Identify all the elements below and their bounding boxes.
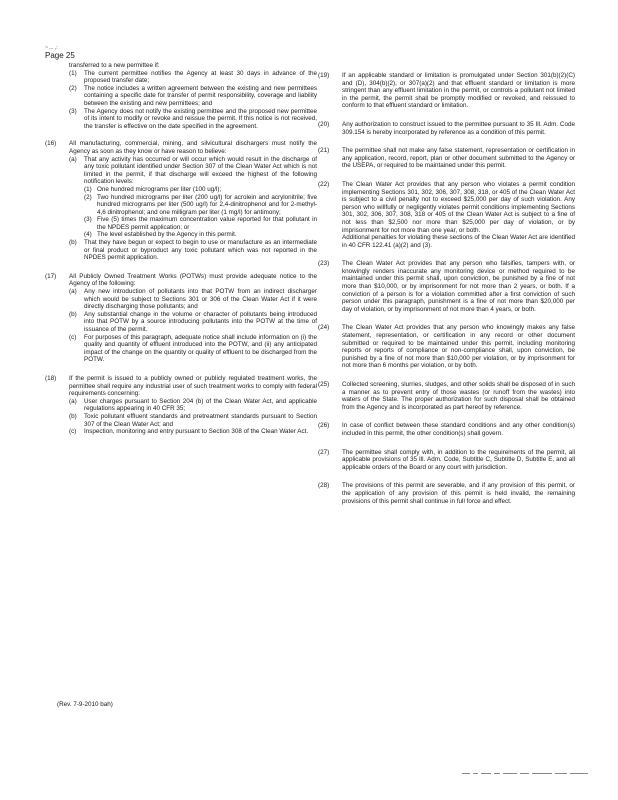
condition-intro: If the permit is issued to a publicly owned or publicly regulated treatment works, the permittee shall require any industrial user of such treatment works to comply with federal requirements concerning: [69, 374, 317, 398]
condition-additional: Additional penalties for violating these sections of the Clean Water Act are identified in 40 CFR 122.41 (a)(2) and (3). [342, 234, 575, 249]
item-text: The Agency does not notify the existing permittee and the proposed new permittee of its intent to modify or revoke and reissue the permit. If this notice is not received, the transfer is effective on the date specified in the agreement. [84, 107, 317, 130]
header-mark: ~ ,.. ,: [45, 45, 58, 51]
transfer-condition [69, 85, 317, 108]
sub-text: User charges pursuant to Section 204 (b) of the Clean Water Act, and applicable regulations appearing in 40 CFR 35; [84, 397, 317, 413]
sub-label: (b) [69, 412, 77, 420]
condition-number: (19) [318, 72, 330, 79]
sub-item [69, 311, 317, 334]
condition-number: (24) [318, 324, 330, 332]
condition-19 [318, 72, 575, 110]
sub-item [69, 428, 317, 436]
sub-text: Inspection, monitoring and entry pursuant to Section 308 of the Clean Water Act. [84, 428, 309, 436]
sub-label: (b) [69, 239, 77, 247]
condition-text: The provisions of this permit are severable, and if any provision of this permit, or the application of any provision of this permit is held invalid, the remaining provisions of this permit shall continue in full force and effect. [342, 482, 575, 505]
sub-sub-text: Two hundred micrograms per liter (200 ug/l) for acrolein and acrylonitrile; five hundred micrograms per liter (500 ug/l) for 2,4-dinitrophenol and for 2-methyl-4,6 dinitrophenol; and one milligram per liter (1 mg/l) for antimony; [97, 193, 317, 216]
condition-number: (23) [318, 260, 330, 268]
condition-28 [318, 482, 575, 505]
condition-18 [45, 375, 317, 436]
condition-number: (21) [318, 147, 330, 155]
condition-intro: All Publicly Owned Treatment Works (POTWs) must provide adequate notice to the Agency of the following: [69, 272, 317, 288]
continuation-intro: transferred to a new permittee if: [69, 62, 160, 69]
sub-label: (c) [69, 333, 77, 341]
sub-sub-item [84, 186, 317, 194]
sub-item [69, 398, 317, 413]
sub-sub-label: (3) [84, 216, 92, 224]
item-text: The current permittee notifies the Agency at least 30 days in advance of the proposed transfer date; [84, 69, 317, 85]
item-label: (1) [69, 69, 77, 77]
item-text: The notice includes a written agreement between the existing and new permittees containing a specific date for transfer of permit responsibility, coverage and liability between the existing and new permittees; and [84, 84, 317, 107]
condition-intro: All manufacturing, commercial, mining, and silvicultural dischargers must notify the Agency as soon as they know or have reason to believe: [69, 140, 317, 155]
scan-artifact [462, 770, 612, 774]
sub-label: (a) [69, 288, 77, 296]
condition-text: The Clean Water Act provides that any person who violates a permit condition implementing Sections 301, 302, 306, 307, 308, 318, or 405 of the Clean Water Act is subject to a civil penalty not to exceed $25,000 per day of such violation. Any person who willfully or negligently violates permit conditions implementing Sections 301, 302, 306, 307, 308, 318 or 405 of the Clean Water Act is subject to a fine of not less than $2,500 nor more than $25,000 per day of violation, or by imprisonment for not more than one year, or both. [342, 180, 575, 234]
condition-number: (16) [45, 140, 57, 148]
page-number: Page 25 [45, 51, 75, 60]
condition-20 [318, 121, 575, 136]
revision-note: (Rev. 7-9-2010 bah) [57, 701, 113, 708]
page-header [45, 44, 75, 60]
continuation-block [45, 62, 317, 130]
right-column [318, 72, 575, 516]
condition-number: (22) [318, 180, 330, 188]
condition-text: The permittee shall comply with, in addition to the requirements of the permit, all applicable provisions of 35 Ill. Adm. Code, Subtitle C, Subtitle D, Subtitle E, and all applicable orders of the Board or any court with jurisdiction. [342, 448, 575, 471]
sub-item [69, 156, 317, 240]
sub-sub-text: One hundred micrograms per liter (100 ug/l); [97, 185, 222, 193]
sub-sub-label: (4) [84, 231, 92, 239]
condition-17 [45, 273, 317, 364]
sub-label: (b) [69, 310, 77, 318]
condition-text: The Clean Water Act provides that any person who knowingly makes any false statement, representation, or certification in any record or other document submitted or required to be maintained under this permit, including monitoring reports or reports of compliance or non-compliance shall, upon conviction, be punished by a fine of not more than $10,000 per violation, or by imprisonment for not more than 6 months per violation, or by both. [342, 324, 575, 370]
item-label: (2) [69, 84, 77, 92]
sub-item [69, 413, 317, 428]
condition-22 [318, 181, 575, 249]
sub-text: Any substantial change in the volume or character of pollutants being introduced into that POTW by a source introducing pollutants into the POTW at the time of issuance of the permit. [84, 310, 317, 333]
condition-number: (20) [318, 120, 330, 128]
condition-text: The permittee shall not make any false statement, representation or certification in any application, record, report, plan or other document submitted to the Agency or the USEPA, or required to be maintained under this permit. [342, 147, 575, 170]
left-column [45, 62, 317, 447]
condition-24 [318, 324, 575, 370]
sub-sub-item [84, 231, 317, 239]
condition-number: (27) [318, 448, 330, 456]
condition-text: If an applicable standard or limitation is promulgated under Section 301(b)(2)(C) and (D), 304(b)(2), or 307(a)(2) and that effluent standard or limitation is more stringent than any effluent limitation in the permit, or controls a pollutant not limited in the permit, the permit shall be promptly modified or revoked, and reissued to conform to that effluent standard or limitation. [342, 72, 575, 110]
sub-label: (c) [69, 428, 77, 436]
condition-number: (17) [45, 272, 57, 280]
condition-text: In case of conflict between these standard conditions and any other condition(s) included in this permit, the other condition(s) shall govern. [342, 422, 575, 437]
sub-item [69, 288, 317, 311]
sub-sub-text: Five (5) times the maximum concentration value reported for that pollutant in the NPDES permit application; or [97, 216, 317, 231]
transfer-condition [69, 108, 317, 131]
condition-26 [318, 422, 575, 437]
sub-item [69, 334, 317, 364]
sub-sub-item [84, 194, 317, 217]
condition-text: Any authorization to construct issued to the permittee pursuant to 35 Ill. Adm. Code 309.154 is hereby incorporated by reference as a condition of this permit. [342, 120, 575, 136]
sub-sub-label: (1) [84, 185, 92, 193]
sub-sub-label: (2) [84, 193, 92, 201]
item-label: (3) [69, 107, 77, 115]
condition-23 [318, 260, 575, 313]
condition-25 [318, 381, 575, 411]
sub-sub-text: The level established by the Agency in this permit. [97, 231, 237, 239]
condition-16 [45, 140, 317, 262]
condition-27 [318, 449, 575, 472]
condition-number: (18) [45, 374, 57, 382]
condition-number: (26) [318, 422, 330, 430]
condition-text: The Clean Water Act provides that any person who falsifies, tampers with, or knowingly renders inaccurate any monitoring device or method required to be maintained under this permit shall, upon conviction, be punished by a fine of not more than $10,000, or by imprisonment for not more than 2 years, or both. If a conviction of a person is for a violation committed after a first conviction of such person under this paragraph, punishment is a fine of not more than $20,000 per day of violation, or by imprisonment of not more than 4 years, or both. [342, 260, 575, 313]
sub-item [69, 239, 317, 262]
sub-text: Any new introduction of pollutants into that POTW from an indirect discharger which would be subject to Sections 301 or 306 of the Clean Water Act if it were directly discharging those pollutants; and [84, 288, 317, 311]
sub-label: (a) [69, 155, 77, 163]
sub-text: That they have begun or expect to begin to use or manufacture as an intermediate or final product or byproduct any toxic pollutant which was not reported in the NPDES permit application. [84, 239, 317, 262]
condition-text: Collected screening, slurries, sludges, and other solids shall be disposed of in such a manner as to prevent entry of those wastes (or runoff from the wastes) into waters of the State. The proper authorization for such disposal shall be obtained from the Agency and is incorporated as part hereof by reference. [342, 381, 575, 411]
sub-text: For purposes of this paragraph, adequate notice shall include information on (i) the quality and quantity of effluent introduced into the POTW, and (ii) any anticipated impact of the change on the quantity or quality of effluent to be discharged from the POTW. [84, 333, 317, 364]
sub-label: (a) [69, 397, 77, 405]
transfer-condition [69, 70, 317, 85]
sub-text: That any activity has occurred or will occur which would result in the discharge of any toxic pollutant identified under Section 307 of the Clean Water Act which is not limited in the permit, if that discharge will exceed the highest of the following notification levels: [84, 155, 317, 186]
condition-number: (25) [318, 381, 330, 388]
condition-number: (28) [318, 482, 330, 490]
sub-text: Toxic pollutant effluent standards and pretreatment standards pursuant to Section 307 of the Clean Water Act; and [84, 412, 317, 428]
sub-sub-item [84, 216, 317, 231]
condition-21 [318, 147, 575, 170]
